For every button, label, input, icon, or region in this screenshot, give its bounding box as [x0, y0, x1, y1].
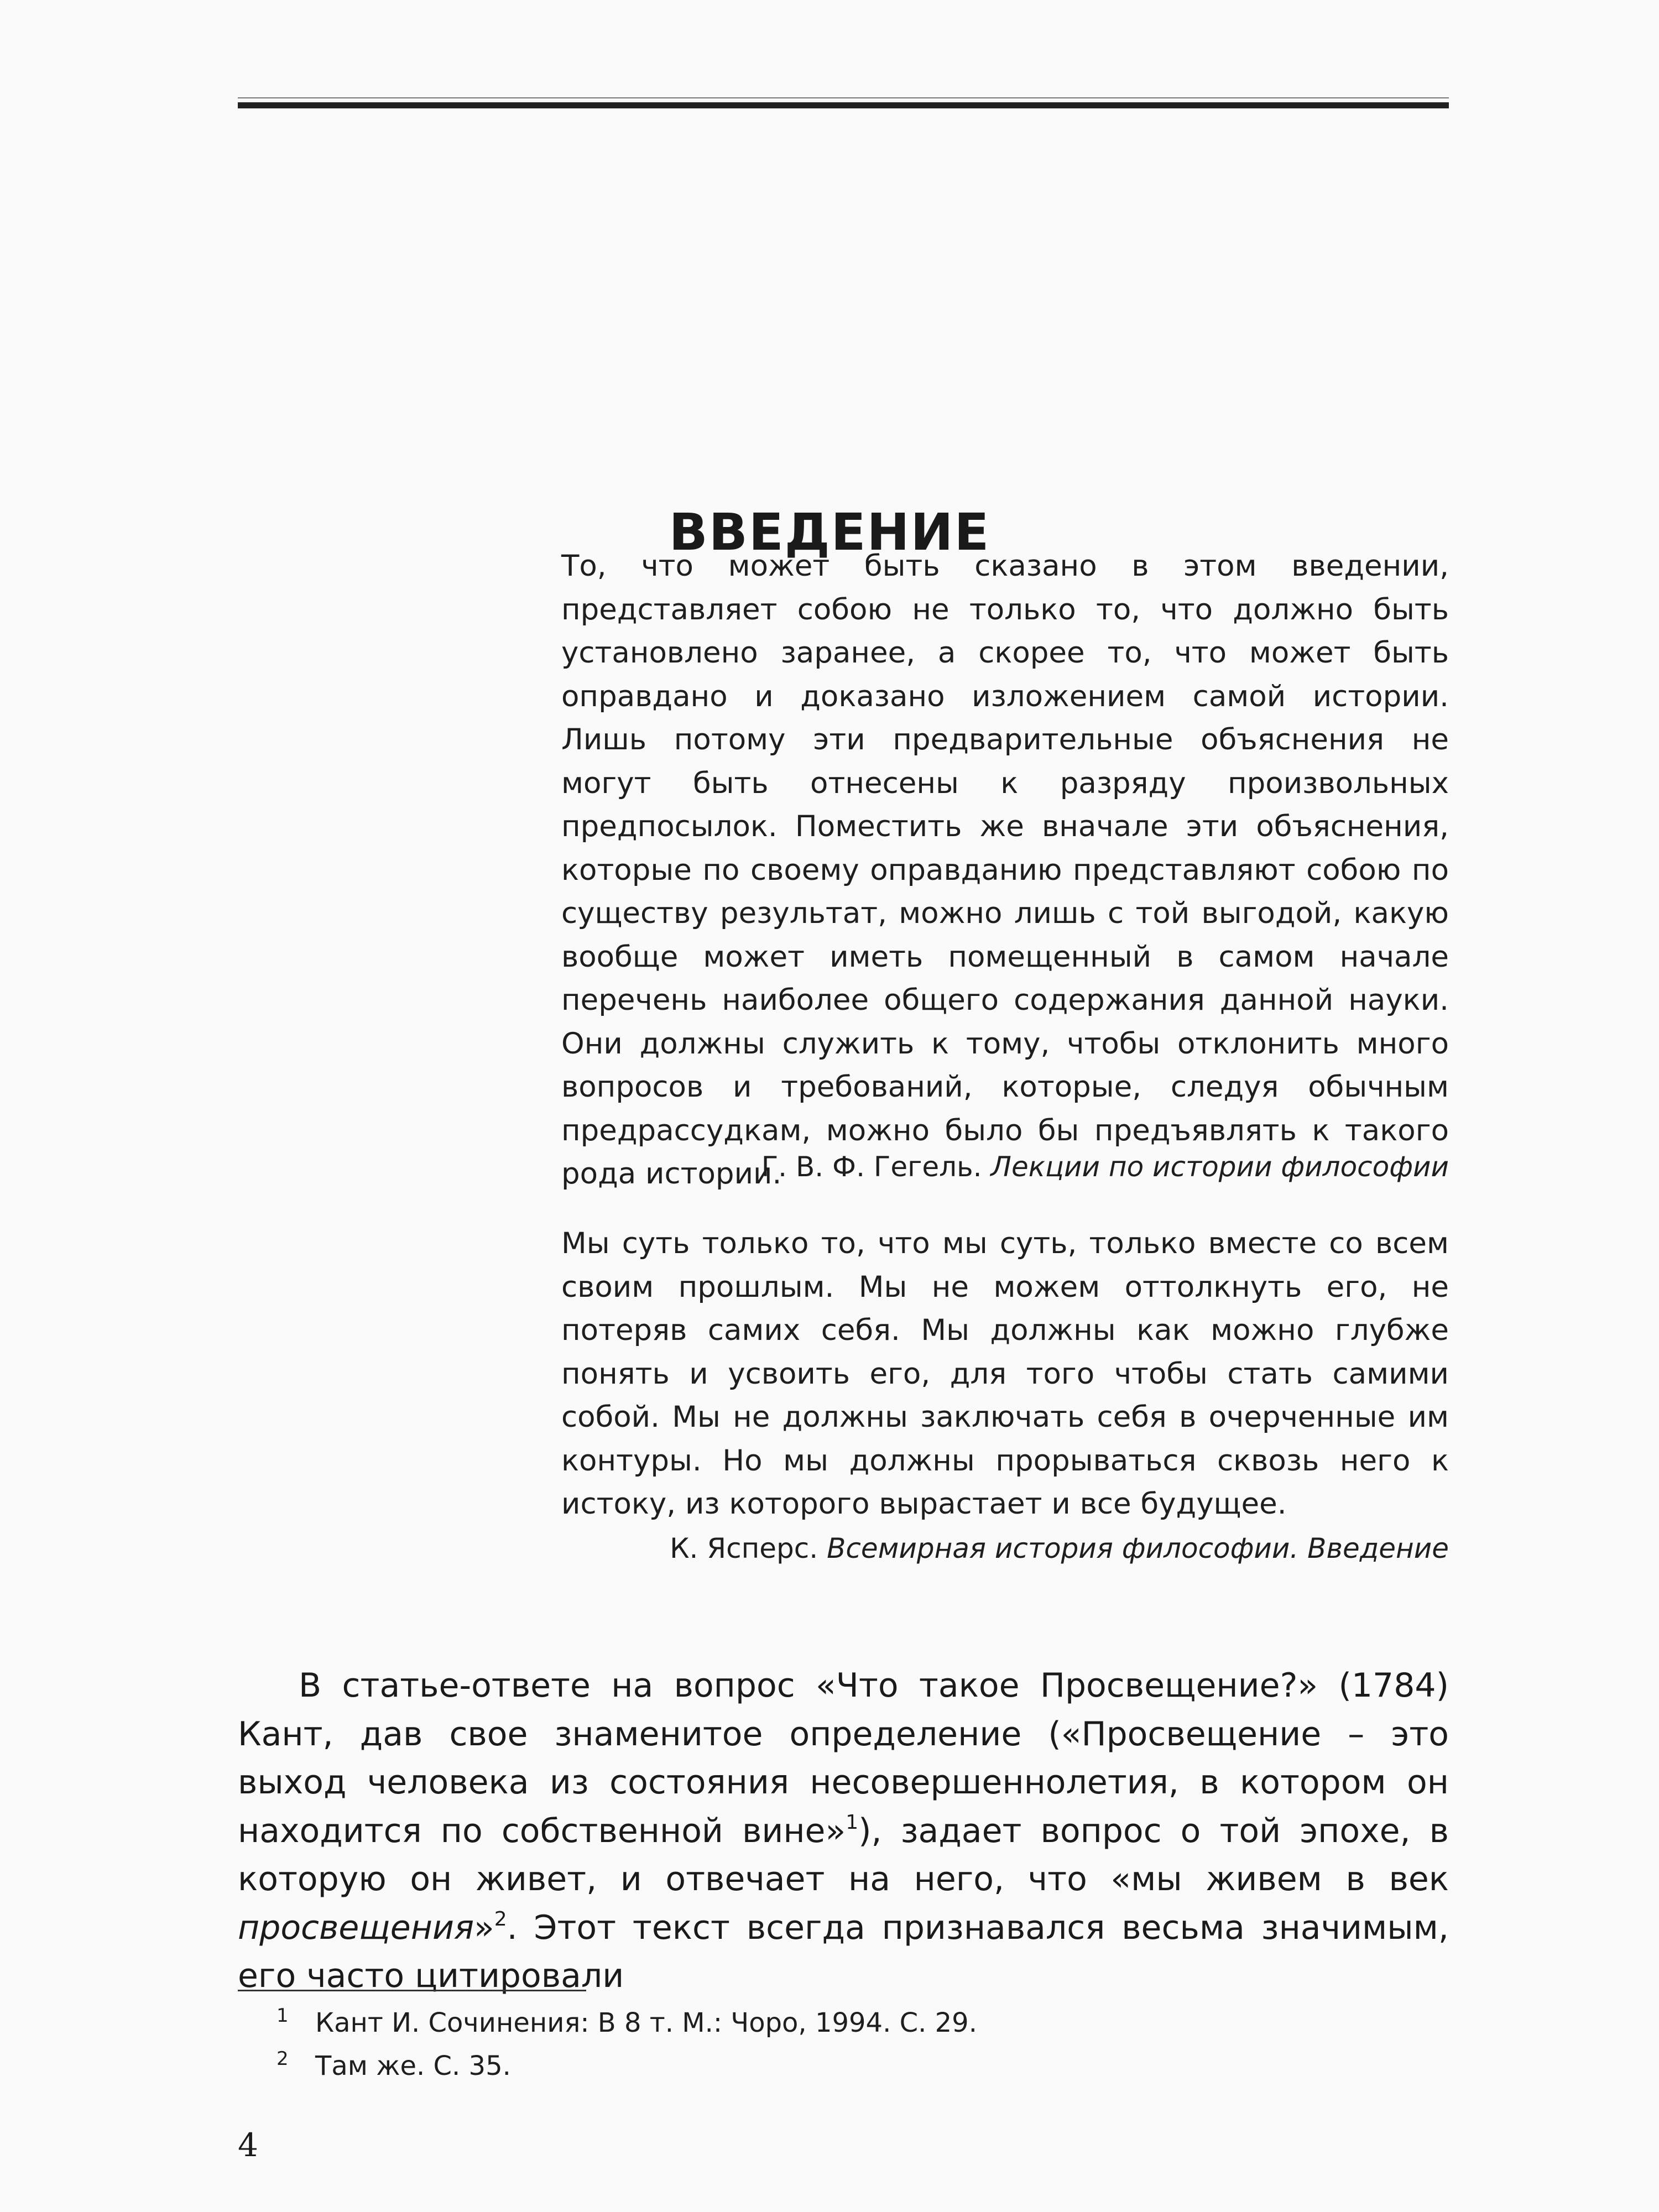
chapter-title: ВВЕДЕНИЕ	[669, 502, 990, 562]
header-rule	[238, 102, 1449, 108]
footnote-rule	[238, 1990, 586, 1991]
epigraph-author: Г. В. Ф. Гегель.	[761, 1151, 982, 1183]
footnote-mark: 1	[276, 2005, 289, 2027]
page-number: 4	[238, 2126, 258, 2164]
body-emphasis: просвещения	[238, 1908, 474, 1947]
body-text-part: »	[474, 1908, 494, 1947]
footnote-mark: 2	[276, 2048, 289, 2070]
footnote-ref-2: 2	[494, 1907, 507, 1931]
epigraph-text: То, что может быть сказано в этом введении, представляет собою не только то, что должно быть установлено заранее, а скорее то, что может быть оправдано и доказано изложением самой истории. Лишь потому эти предварительные объяснения не могут быть отнесены к разряду произвольных предпосылок. Поместить же вначале эти объяснения, которые по своему оправданию представляют собою по существу результат, можно лишь с той выгодой, какую вообще может иметь помещенный в самом начале перечень наиболее общего содержания данной науки. Они должны служить к тому, чтобы отклонить много вопросов и требований, которые, следуя обычным предрассудкам, можно было бы предъявлять к такого рода истории.	[561, 549, 1449, 1191]
epigraph-author: К. Ясперс.	[670, 1532, 818, 1564]
footnote-ref-1: 1	[846, 1811, 859, 1834]
epigraph-hegel	[561, 545, 1449, 1196]
body-text-part: В статье-ответе на вопрос «Что такое Просвещение?» (1784) Кант, дав свое знаменитое определение («Просвещение – это выход человека из состояния несовершеннолетия, в котором он находится по собственной вине»	[238, 1666, 1449, 1850]
epigraph-jaspers	[561, 1222, 1449, 1526]
footnote-1	[276, 2006, 1383, 2036]
epigraph-attribution-jaspers	[561, 1532, 1449, 1564]
footnote-text: Кант И. Сочинения: В 8 т. М.: Чоро, 1994. С. 29.	[315, 2007, 977, 2038]
epigraph-work: Всемирная история философии. Введение	[827, 1532, 1449, 1564]
epigraph-work: Лекции по истории философии	[990, 1151, 1449, 1183]
footnote-text: Там же. С. 35.	[315, 2051, 511, 2081]
epigraph-text: Мы суть только то, что мы суть, только вместе со всем своим прошлым. Мы не можем оттолкнуть его, не потеряв самих себя. Мы должны как можно глубже понять и усвоить его, для того чтобы стать самими собой. Мы не должны заключать себя в очерченные им контуры. Но мы должны прорываться сквозь него к истоку, из которого вырастает и все будущее.	[561, 1227, 1449, 1521]
body-paragraph	[238, 1662, 1449, 2001]
footnote-2	[276, 2049, 1383, 2079]
body-text-part: . Этот текст всегда признавался весьма значимым, его часто цитировали	[238, 1908, 1449, 1995]
epigraph-attribution-hegel	[561, 1153, 1449, 1181]
body-text-part: ), задает вопрос о той эпохе, в которую он живет, и отвечает на него, что «мы живем в век	[238, 1811, 1449, 1898]
header-rule-thin	[238, 97, 1449, 98]
